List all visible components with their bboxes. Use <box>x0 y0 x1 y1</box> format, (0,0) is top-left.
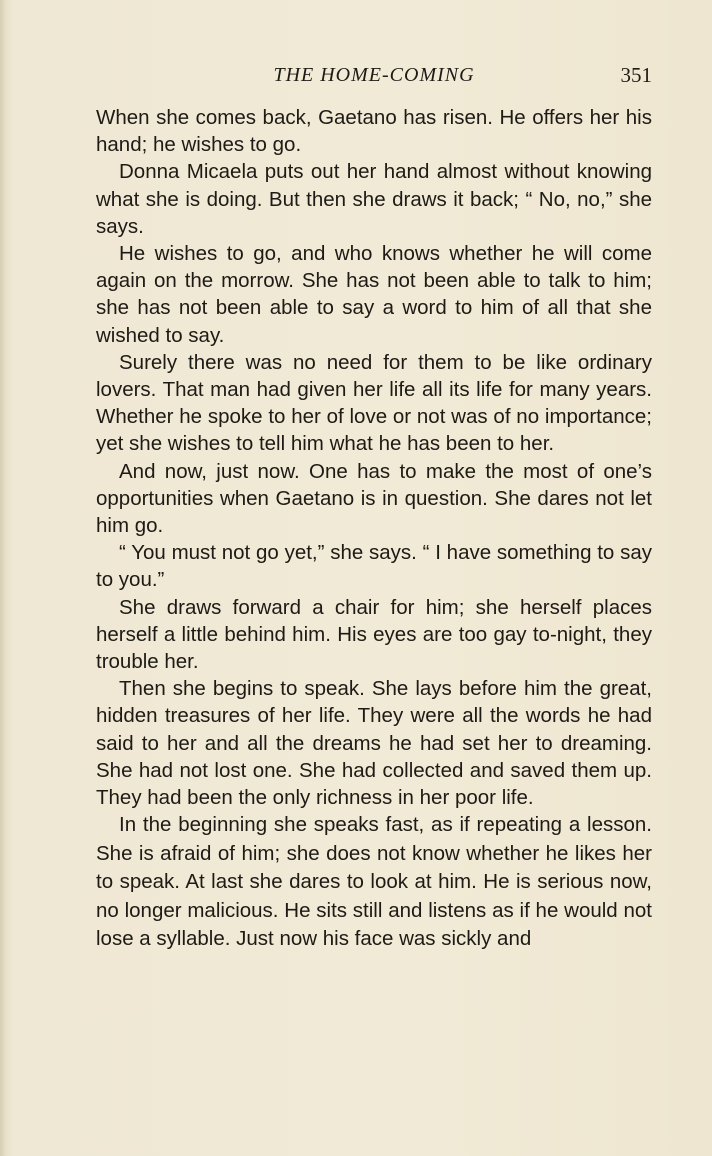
body-text <box>96 104 652 953</box>
paragraph: Donna Micaela puts out her hand almost without knowing what she is doing. But then she draws it back; “ No, no,” she says. <box>96 160 652 238</box>
paragraph: He wishes to go, and who knows whether he will come again on the morrow. She has not been able to talk to him; she has not been able to say a word to him of all that she wished to say. <box>96 242 652 347</box>
paragraph: “ You must not go yet,” she says. “ I have something to say to you.” <box>96 541 652 592</box>
page-number: 351 <box>620 63 652 87</box>
page-gutter <box>0 0 6 1156</box>
paragraph: And now, just now. One has to make the most of one’s opportunities when Gaetano is in question. She dares not let him go. <box>96 459 652 538</box>
paragraph: Then she begins to speak. She lays before him the great, hidden treasures of her life. They were all the words he had said to her and all the dreams he had set her to dreaming. She had not lost one. She had collected and saved them up. They had been the only richness in her poor life. <box>96 677 652 810</box>
running-title: THE HOME-COMING <box>273 64 475 86</box>
running-head <box>96 60 652 90</box>
paragraph: She draws forward a chair for him; she herself places herself a little behind him. His eyes are too gay to-night, they trouble her. <box>96 595 652 674</box>
paragraph: In the beginning she speaks fast, as if repeating a lesson. She is afraid of him; she does not know whether he likes her to speak. At last she dares to look at him. He is serious now, no longer malicious. He sits still and listens as if he would not lose a syllable. Just now his face was sickly and <box>96 813 652 950</box>
paragraph: When she comes back, Gaetano has risen. He offers her his hand; he wishes to go. <box>96 106 652 157</box>
paragraph: Surely there was no need for them to be like ordinary lovers. That man had given her life all its life for many years. Whether he spoke to her of love or not was of no importance; yet she wishes to tell him what he has been to her. <box>96 350 652 456</box>
